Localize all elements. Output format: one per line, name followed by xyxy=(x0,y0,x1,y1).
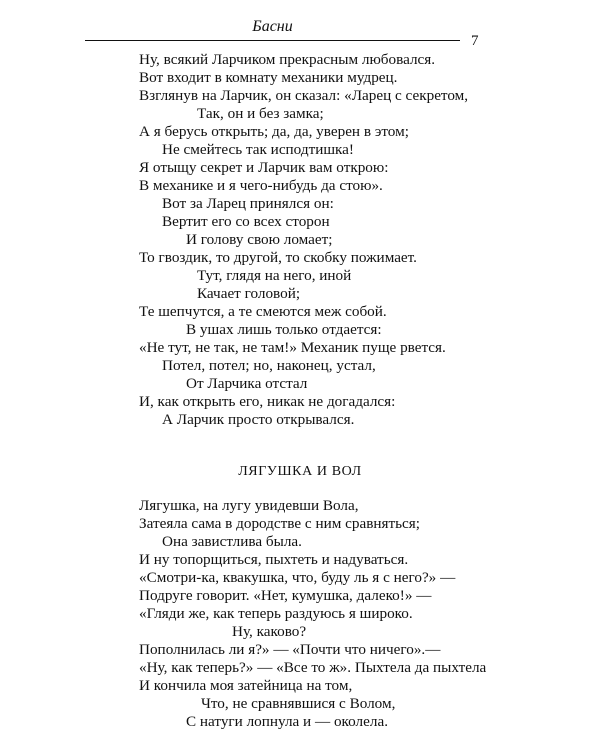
verse-line: То гвоздик, то другой, то скобку пожимает. xyxy=(139,249,417,266)
running-head: Басни xyxy=(252,18,293,35)
poem-title: ЛЯГУШКА И ВОЛ xyxy=(238,464,362,479)
verse-line: В механике и я чего-нибудь да стою». xyxy=(139,177,383,194)
verse-line: Ну, всякий Ларчиком прекрасным любовался. xyxy=(139,51,436,68)
verse-line: Подруге говорит. «Нет, кумушка, далеко!» — xyxy=(139,587,432,604)
verse-line: «Не тут, не так, не там!» Механик пуще рвется. xyxy=(139,339,446,356)
verse-line: Качает головой; xyxy=(197,285,301,302)
verse-line: И кончила моя затейница на том, xyxy=(139,677,353,694)
verse-line: Я отыщу секрет и Ларчик вам открою: xyxy=(139,159,389,176)
verse-line: Взглянув на Ларчик, он сказал: «Ларец с секретом, xyxy=(139,87,469,104)
verse-line: Пополнилась ли я?» — «Почти что ничего».— xyxy=(139,641,441,658)
verse-line: Вот входит в комнату механики мудрец. xyxy=(139,69,398,86)
verse-line: От Ларчика отстал xyxy=(186,375,308,392)
verse-line: «Ну, как теперь?» — «Все то ж». Пыхтела да пыхтела xyxy=(139,659,487,676)
verse-line: И, как открыть его, никак не догадался: xyxy=(139,393,396,410)
verse-line: В ушах лишь только отдается: xyxy=(186,321,382,338)
verse-line: Она завистлива была. xyxy=(162,533,302,550)
verse-line: Так, он и без замка; xyxy=(197,105,324,122)
verse-line: Вот за Ларец принялся он: xyxy=(162,195,334,212)
page-number: 7 xyxy=(471,33,479,49)
verse-line: И ну топорщиться, пыхтеть и надуваться. xyxy=(139,551,409,568)
verse-line: А Ларчик просто открывался. xyxy=(162,411,355,428)
verse-line: «Гляди же, как теперь раздуюсь я широко. xyxy=(139,605,413,622)
verse-line: Те шепчутся, а те смеются меж собой. xyxy=(139,303,387,320)
verse-line: Лягушка, на лугу увидевши Вола, xyxy=(139,497,359,514)
verse-line: Тут, глядя на него, иной xyxy=(197,267,352,284)
verse-line: Ну, каково? xyxy=(232,623,307,640)
verse-line: Вертит его со всех сторон xyxy=(162,213,330,230)
verse-line: И голову свою ломает; xyxy=(186,231,333,248)
header-rule xyxy=(85,40,460,41)
verse-line: Потел, потел; но, наконец, устал, xyxy=(162,357,376,374)
verse-line: Затеяла сама в дородстве с ним сравняться; xyxy=(139,515,420,532)
verse-line: С натуги лопнула и — околела. xyxy=(186,713,388,730)
verse-line: Не смейтесь так исподтишка! xyxy=(162,141,354,158)
verse-line: А я берусь открыть; да, да, уверен в этом; xyxy=(139,123,409,140)
verse-line: «Смотри-ка, квакушка, что, буду ль я с него?» — xyxy=(139,569,456,586)
verse-line: Что, не сравнявшися с Волом, xyxy=(201,695,396,712)
